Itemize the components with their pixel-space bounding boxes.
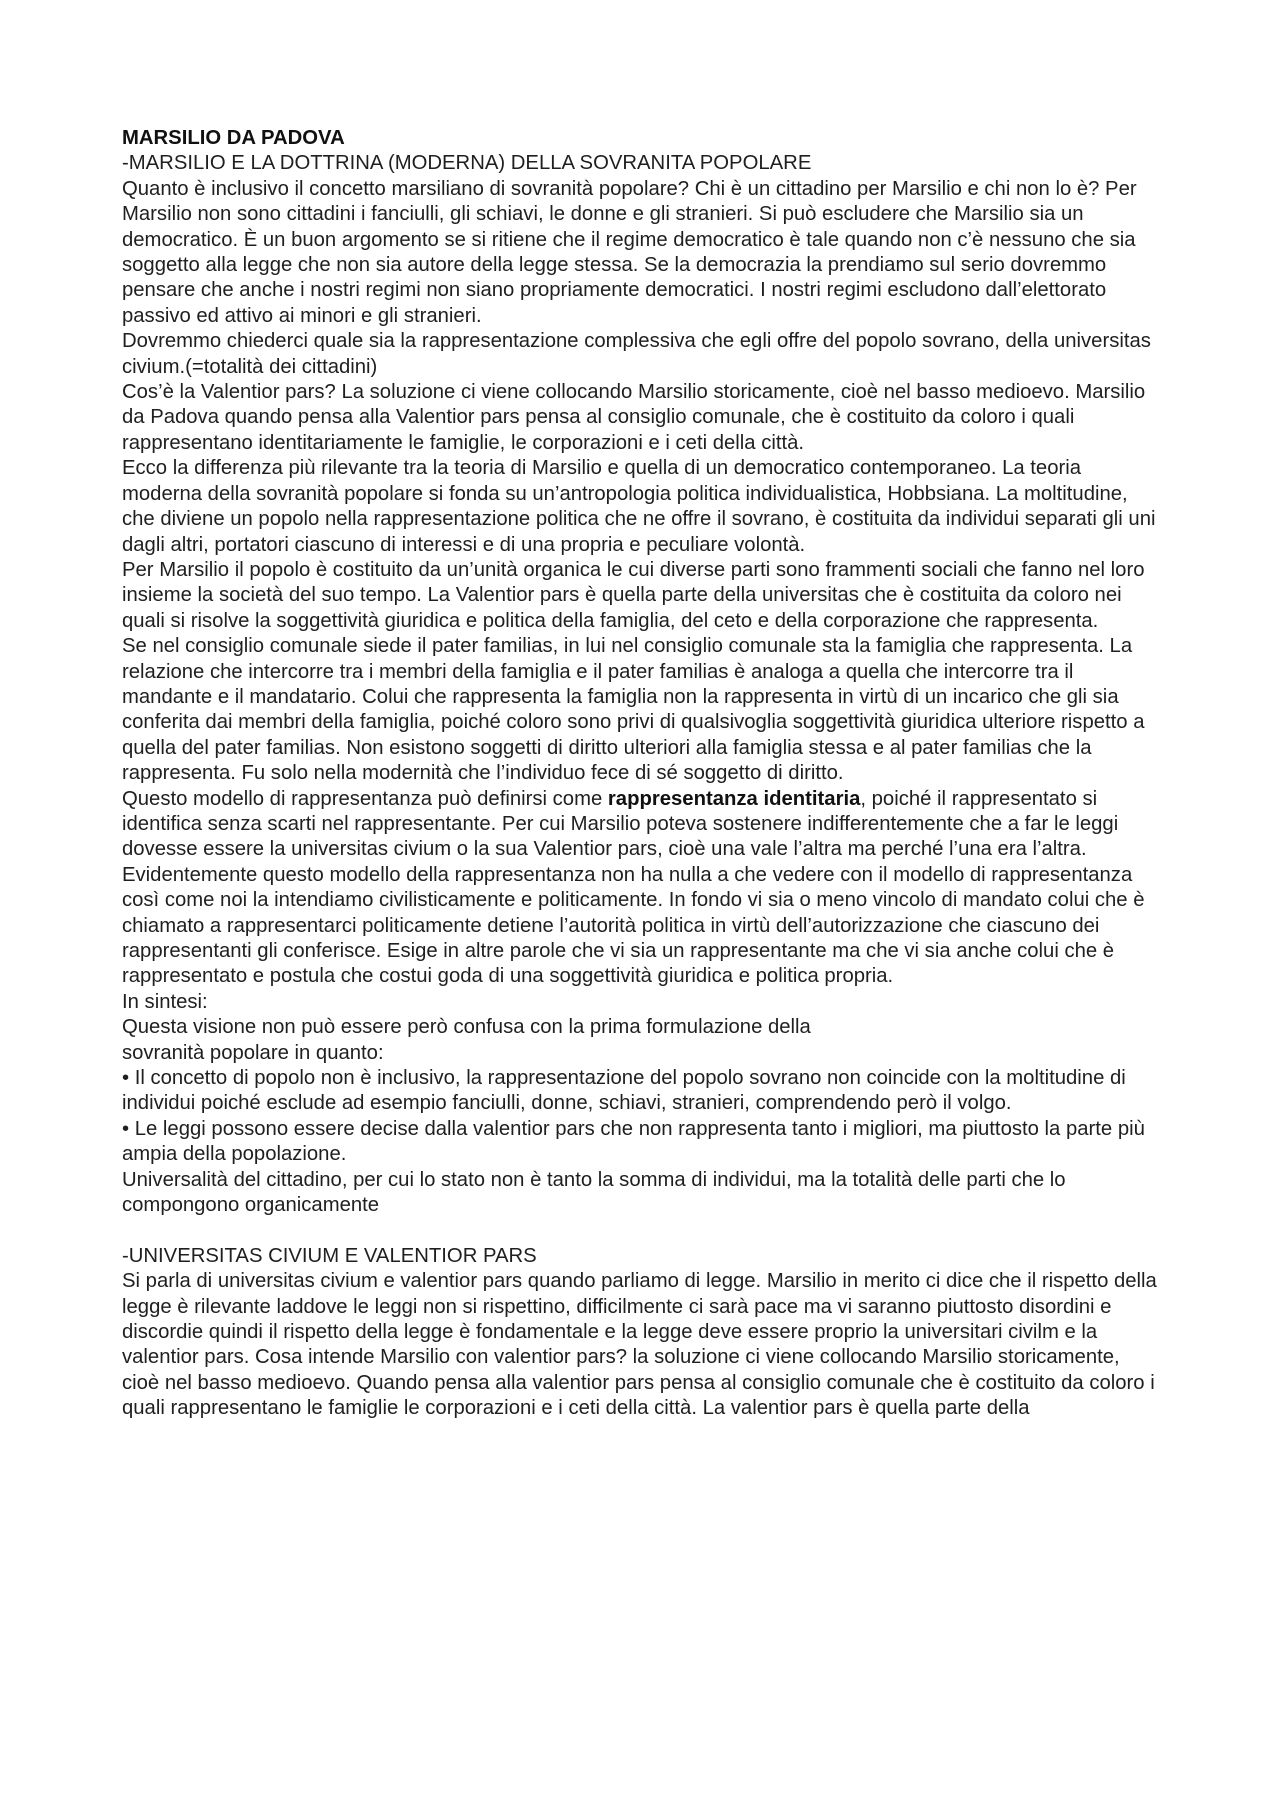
paragraph: Quanto è inclusivo il concetto marsiliano di sovranità popolare? Chi è un cittadino per Marsilio e chi non lo è? Per Marsilio non sono cittadini i fanciulli, gli schiavi, le donne e gli stranieri. Si può escludere che Marsilio sia un democratico. È un buon argomento se si ritiene che il regime democratico è tale quando non c’è nessuno che sia soggetto alla legge che non sia autore della legge stessa. Se la democrazia la prendiamo sul serio dovremmo pensare che anche i nostri regimi non siano propriamente democratici. I nostri regimi escludono dall’elettorato passivo ed attivo ai minori e gli stranieri. [122, 177, 1137, 327]
document-page [122, 126, 1158, 1422]
summary-label: In sintesi: [122, 990, 208, 1013]
paragraph: Dovremmo chiederci quale sia la rappresentazione complessiva che egli offre del popolo sovrano, della universitas civium.(=totalità dei cittadini) [122, 330, 1151, 378]
section-heading-sovranita: -MARSILIO E LA DOTTRINA (MODERNA) DELLA SOVRANITA POPOLARE [122, 152, 812, 175]
paragraph: Si parla di universitas civium e valentior pars quando parliamo di legge. Marsilio in merito ci dice che il rispetto della legge è rilevante laddove le leggi non si rispettino, difficilmente ci sarà pace ma vi saranno piuttosto disordini e discordie quindi il rispetto della legge è fondamentale e la legge deve essere proprio la universitari civilm e la valentior pars. Cosa intende Marsilio con valentior pars? la soluzione ci viene collocando Marsilio storicamente, cioè nel basso medioevo. Quando pensa alla valentior pars pensa al consiglio comunale che è costituito da coloro i quali rappresentano le famiglie le corporazioni e i ceti della città. La valentior pars è quella parte della [122, 1270, 1157, 1420]
text-span: Questo modello di rappresentanza può definirsi come [122, 787, 608, 810]
paragraph: Per Marsilio il popolo è costituito da un’unità organica le cui diverse parti sono frammenti sociali che fanno nel loro insieme la società del suo tempo. La Valentior pars è quella parte della universitas che è costituita da coloro nei quali si risolve la soggettività giuridica e politica della famiglia, del ceto e della corporazione che rappresenta. [122, 558, 1145, 632]
blank-line [122, 1218, 1158, 1243]
section-heading-universitas: -UNIVERSITAS CIVIUM E VALENTIOR PARS [122, 1244, 537, 1267]
paragraph: Se nel consiglio comunale siede il pater familias, in lui nel consiglio comunale sta la famiglia che rappresenta. La relazione che intercorre tra i membri della famiglia e il pater familias è analoga a quella che intercorre tra il mandante e il mandatario. Colui che rappresenta la famiglia non la rappresenta in virtù di un incarico che gli sia conferita dai membri della famiglia, poiché coloro sono privi di qualsivoglia soggettività giuridica ulteriore rispetto a quella del pater familias. Non esistono soggetti di diritto ulteriori alla famiglia stessa e al pater familias che la rappresenta. Fu solo nella modernità che l’individuo fece di sé soggetto di diritto. [122, 635, 1145, 785]
paragraph [122, 787, 1158, 863]
paragraph: Ecco la differenza più rilevante tra la teoria di Marsilio e quella di un democratico contemporaneo. La teoria moderna della sovranità popolare si fonda su un’antropologia politica individualistica, Hobbsiana. La moltitudine, che diviene un popolo nella rappresentazione politica che ne offre il sovrano, è costituita da individui separati gli uni dagli altri, portatori ciascuno di interessi e di una propria e peculiare volontà. [122, 457, 1156, 556]
paragraph: Evidentemente questo modello della rappresentanza non ha nulla a che vedere con il modello di rappresentanza così come noi la intendiamo civilisticamente e politicamente. In fondo vi sia o meno vincolo di mandato colui che è chiamato a rappresentarci politicamente detiene l’autorità politica in virtù dell’autorizzazione che ciascuno dei rappresentanti gli conferisce. Esige in altre parole che vi sia un rappresentante ma che vi sia anche colui che è rappresentato e postula che costui goda di una soggettività giuridica e politica propria. [122, 863, 1145, 988]
paragraph: Cos’è la Valentior pars? La soluzione ci viene collocando Marsilio storicamente, cioè nel basso medioevo. Marsilio da Padova quando pensa alla Valentior pars pensa al consiglio comunale, che è costituito da coloro i quali rappresentano identitariamente le famiglie, le corporazioni e i ceti della città. [122, 381, 1146, 454]
bullet-item: • Il concetto di popolo non è inclusivo, la rappresentazione del popolo sovrano non coincide con la moltitudine di individui poiché esclude ad esempio fanciulli, donne, schiavi, stranieri, comprendendo però il volgo. [122, 1067, 1126, 1115]
document-title: MARSILIO DA PADOVA [122, 127, 345, 149]
paragraph-line: sovranità popolare in quanto: [122, 1041, 384, 1064]
text-span: , poiché il rappresentato si identifica senza scarti nel rappresentante. Per cui Marsilio poteva sostenere indifferentemente che a far le leggi dovesse essere la universitas civium o la sua Valentior pars, cioè una vale l’altra ma perché l’una era l’altra. [122, 787, 1119, 861]
paragraph: Universalità del cittadino, per cui lo stato non è tanto la somma di individui, ma la totalità delle parti che lo compongono organicamente [122, 1168, 1066, 1217]
bold-term: rappresentanza identitaria [607, 787, 861, 810]
bullet-item: • Le leggi possono essere decise dalla valentior pars che non rappresenta tanto i migliori, ma piuttosto la parte più ampia della popolazione. [122, 1117, 1145, 1166]
paragraph-line: Questa visione non può essere però confusa con la prima formulazione della [122, 1016, 811, 1039]
